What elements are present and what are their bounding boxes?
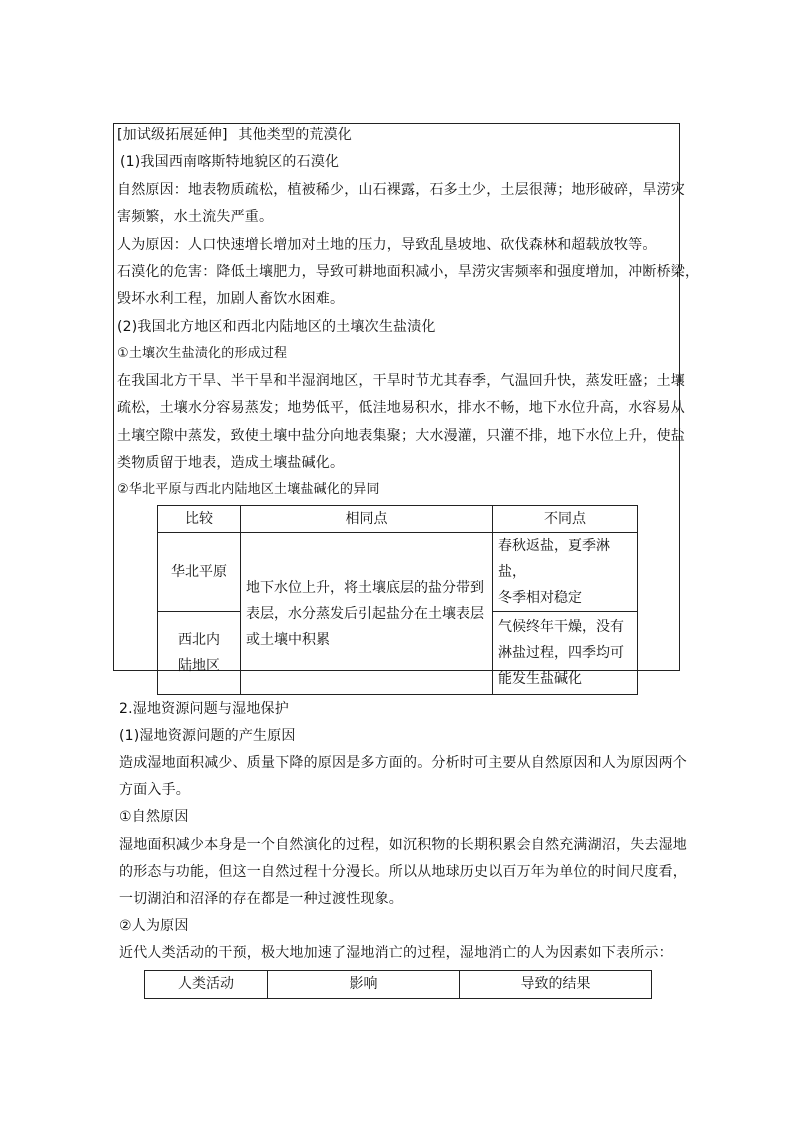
wetland-section-title: 2.湿地资源问题与湿地保护 — [119, 701, 289, 717]
diff-1-text-2: 冬季相对稳定 — [498, 590, 582, 606]
heading-title: 其他类型的荒漠化 — [238, 127, 352, 143]
table-header-row — [158, 506, 638, 533]
header-same: 相同点 — [241, 506, 493, 533]
process-line-3: 土壤空隙中蒸发，致使土壤中盐分向地表集聚；大水漫灌，只灌不排，地下水位上升，使盐 — [117, 428, 685, 444]
diff-cell-2 — [493, 612, 638, 695]
diff-2-text-3: 能发生盐碱化 — [498, 671, 582, 687]
human-text-1: 近代人类活动的干预，极大地加速了湿地消亡的过程，湿地消亡的人为因素如下表所示： — [119, 945, 673, 961]
process-line-2: 疏松，土壤水分容易蒸发；地势低平，低洼地易积水，排水不畅，地下水位升高，水容易从 — [117, 400, 685, 416]
section-1-title: (1)我国西南喀斯特地貌区的石漠化 — [120, 154, 340, 170]
wetland-sub1-title: (1)湿地资源问题的产生原因 — [119, 728, 296, 744]
diff-2-text-2: 淋盐过程，四季均可 — [498, 645, 624, 661]
intro-line-1: 造成湿地面积减少、质量下降的原因是多方面的。分析时可主要从自然原因和人为原因两个 — [119, 755, 687, 771]
section-2a-title: ①土壤次生盐渍化的形成过程 — [117, 346, 288, 361]
diff-cell-1 — [493, 533, 638, 612]
natural-text-2: 的形态与功能，但这一自然过程十分漫长。所以从地球历史以百万年为单位的时间尺度看， — [119, 864, 687, 880]
region-northwest-inland — [158, 612, 241, 695]
human-cause-line: 人为原因：人口快速增长增加对土地的压力，导致乱垦坡地、砍伐森林和超载放牧等。 — [117, 237, 657, 253]
natural-cause-line-1: 自然原因：地表物质疏松，植被稀少，山石裸露，石多土少，土层很薄；地形破碎，旱涝灾 — [117, 182, 685, 198]
header-compare: 比较 — [158, 506, 241, 533]
section-2-title: (2)我国北方地区和西北内陆地区的土壤次生盐渍化 — [117, 319, 436, 335]
table-row — [158, 533, 638, 612]
comparison-table — [157, 505, 638, 695]
header-effect: 影响 — [268, 971, 460, 999]
human-cause-title: ②人为原因 — [119, 918, 189, 934]
natural-cause-line-2: 害频繁，水土流失严重。 — [117, 209, 274, 225]
same-text-2: 表层，水分蒸发后引起盐分在土壤表层 — [246, 605, 484, 622]
harm-line-2: 毁坏水利工程，加剧人畜饮水困难。 — [117, 291, 345, 307]
box-heading — [117, 126, 352, 144]
intro-line-2: 方面入手。 — [119, 782, 190, 798]
process-line-1: 在我国北方干旱、半干旱和半湿润地区，干旱时节尤其春季，气温回升快，蒸发旺盛；土壤 — [117, 373, 685, 389]
region-text-2: 陆地区 — [178, 658, 220, 674]
diff-1-text-1: 春秋返盐，夏季淋盐， — [498, 538, 610, 580]
natural-cause-title: ①自然原因 — [119, 809, 189, 825]
region-text-1: 西北内 — [178, 632, 220, 648]
header-activity: 人类活动 — [145, 971, 268, 999]
same-text-1: 地下水位上升，将土壤底层的盐分带到 — [246, 579, 484, 596]
wetland-factor-table — [144, 970, 652, 999]
same-point-cell — [241, 533, 493, 695]
table-header-row — [145, 971, 652, 999]
process-line-4: 类物质留于地表，造成土壤盐碱化。 — [117, 455, 345, 471]
same-text-3: 或土壤中积累 — [246, 631, 330, 648]
header-result: 导致的结果 — [460, 971, 652, 999]
section-2b-title: ②华北平原与西北内陆地区土壤盐碱化的异同 — [117, 482, 380, 497]
header-diff: 不同点 — [493, 506, 638, 533]
region-north-china-plain: 华北平原 — [158, 533, 241, 612]
natural-text-1: 湿地面积减少本身是一个自然演化的过程，如沉积物的长期积累会自然充满湖沼，失去湿地 — [119, 837, 687, 853]
diff-2-text-1: 气候终年干燥，没有 — [498, 619, 624, 635]
harm-line-1: 石漠化的危害：降低土壤肥力，导致可耕地面积减小，旱涝灾害频率和强度增加，冲断桥梁， — [117, 264, 700, 280]
heading-tag: [加试级拓展延伸] — [117, 127, 228, 143]
natural-text-3: 一切湖泊和沼泽的存在都是一种过渡性现象。 — [119, 891, 403, 907]
